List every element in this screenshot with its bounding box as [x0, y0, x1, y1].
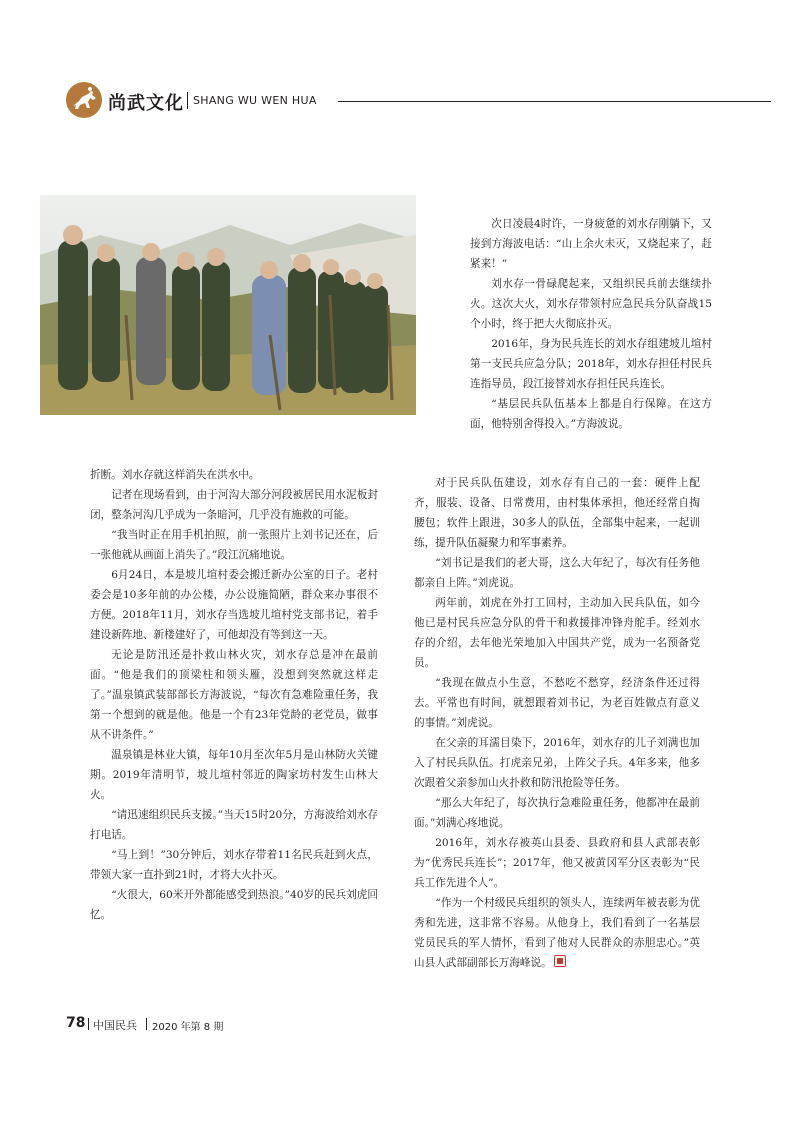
issue-label: 2020 年第 8 期	[152, 1022, 224, 1033]
paragraph: “火很大，60米开外都能感受到热浪。”40岁的民兵刘虎回忆。	[90, 889, 378, 921]
paragraph: “那么大年纪了，每次执行急难险重任务，他都冲在最前面。”刘满心疼地说。	[414, 797, 700, 829]
page-number: 78	[66, 1015, 86, 1031]
horse-rider-icon	[66, 82, 102, 118]
militia-group-photo	[40, 195, 416, 415]
paragraph: “马上到！”30分钟后，刘水存带着11名民兵赶到火点，带领大家一直扑到21时，才将大火扑灭。	[90, 849, 378, 881]
paragraph: “我当时正在用手机拍照，前一张照片上刘书记还在，后一张他就从画面上消失了。”段江沉痛地说。	[90, 529, 378, 561]
publication-name: 中国民兵	[93, 1019, 137, 1032]
header-rule	[338, 101, 771, 102]
paragraph: 2016年，刘水存被英山县委、县政府和县人武部表彰为“优秀民兵连长”；2017年，他又被黄冈军分区表彰为“民兵工作先进个人”。	[414, 837, 700, 889]
article-end-icon	[554, 955, 566, 967]
paragraph: “我现在做点小生意，不愁吃不愁穿，经济条件还过得去。平常也有时间，就想跟着刘书记，为老百姓做点有意义的事情。”刘虎说。	[414, 677, 700, 729]
section-subtitle: SHANG WU WEN HUA	[193, 94, 317, 107]
paragraph: 6月24日，本是坡儿塇村委会搬迁新办公室的日子。老村委会是10多年前的办公楼，办公设施简陋，群众来办事很不方便。2018年11月，刘水存当选坡儿塇村党支部书记，着手建设新阵地、新楼建好了，可他却没有等到这一天。	[90, 569, 378, 641]
header-divider	[187, 92, 188, 109]
paragraph: “刘书记是我们的老大哥，这么大年纪了，每次有任务他都亲自上阵。”刘虎说。	[414, 557, 700, 589]
left-column	[90, 465, 378, 925]
paragraph: 无论是防汛还是扑救山林火灾，刘水存总是冲在最前面。“他是我们的顶梁柱和领头雁，没想到突然就这样走了。”温泉镇武装部部长方海波说，“每次有急难险重任务，我第一个想到的就是他。他是一个有23年党龄的老党员，做事从不讲条件。”	[90, 649, 378, 741]
right-column	[414, 473, 700, 973]
paragraph-final	[414, 893, 700, 973]
right-column-top	[470, 214, 712, 434]
paragraph: 温泉镇是林业大镇，每年10月至次年5月是山林防火关键期。2019年清明节，坡儿塇村邻近的陶家坊村发生山林大火。	[90, 749, 378, 801]
paragraph: “基层民兵队伍基本上都是自行保障。在这方面，他特别舍得投入。”方海波说。	[470, 398, 712, 430]
paragraph: “请迅速组织民兵支援。”当天15时20分，方海波给刘水存打电话。	[90, 809, 378, 841]
paragraph-text: “作为一个村级民兵组织的领头人，连续两年被表彰为优秀和先进，这非常不容易。从他身上，我们看到了一名基层党员民兵的军人情怀，看到了他对人民群众的赤胆忠心。”英山县人武部副部长万海峰说。	[414, 897, 700, 969]
paragraph: 记者在现场看到，由于河沟大部分河段被居民用水泥板封闭，整条河沟几乎成为一条暗河，几乎没有施救的可能。	[90, 489, 378, 521]
paragraph: 刘水存一骨碌爬起来，又组织民兵前去继续扑火。这次大火，刘水存带领村应急民兵分队奋战15个小时，终于把大火彻底扑灭。	[470, 278, 712, 330]
footer-divider	[88, 1018, 89, 1030]
paragraph: 两年前，刘虎在外打工回村，主动加入民兵队伍，如今他已是村民兵应急分队的骨干和救援排冲锋舟舵手。经刘水存的介绍，去年他光荣地加入中国共产党，成为一名预备党员。	[414, 597, 700, 669]
section-title: 尚武文化	[108, 93, 184, 114]
section-header	[66, 82, 776, 122]
paragraph: 折断。刘水存就这样消失在洪水中。	[90, 469, 260, 481]
paragraph: 次日凌晨4时许，一身疲惫的刘水存刚躺下，又接到方海波电话：“山上余火未灭，又烧起来了，赶紧来！”	[470, 218, 712, 270]
paragraph: 对于民兵队伍建设，刘水存有自己的一套：硬件上配齐，服装、设备、日常费用，由村集体承担，他还经常自掏腰包；软件上跟进，30多人的队伍，全部集中起来，一起训练，提升队伍凝聚力和军事素养。	[414, 477, 700, 549]
paragraph: 2016年，身为民兵连长的刘水存组建坡儿塇村第一支民兵应急分队；2018年，刘水存担任村民兵连指导员，段江接替刘水存担任民兵连长。	[470, 338, 712, 390]
paragraph: 在父亲的耳濡目染下，2016年，刘水存的儿子刘满也加入了村民兵队伍。打虎亲兄弟，上阵父子兵。4年多来，他多次跟着父亲参加山火扑救和防汛抢险等任务。	[414, 737, 700, 789]
footer-divider	[146, 1018, 147, 1030]
